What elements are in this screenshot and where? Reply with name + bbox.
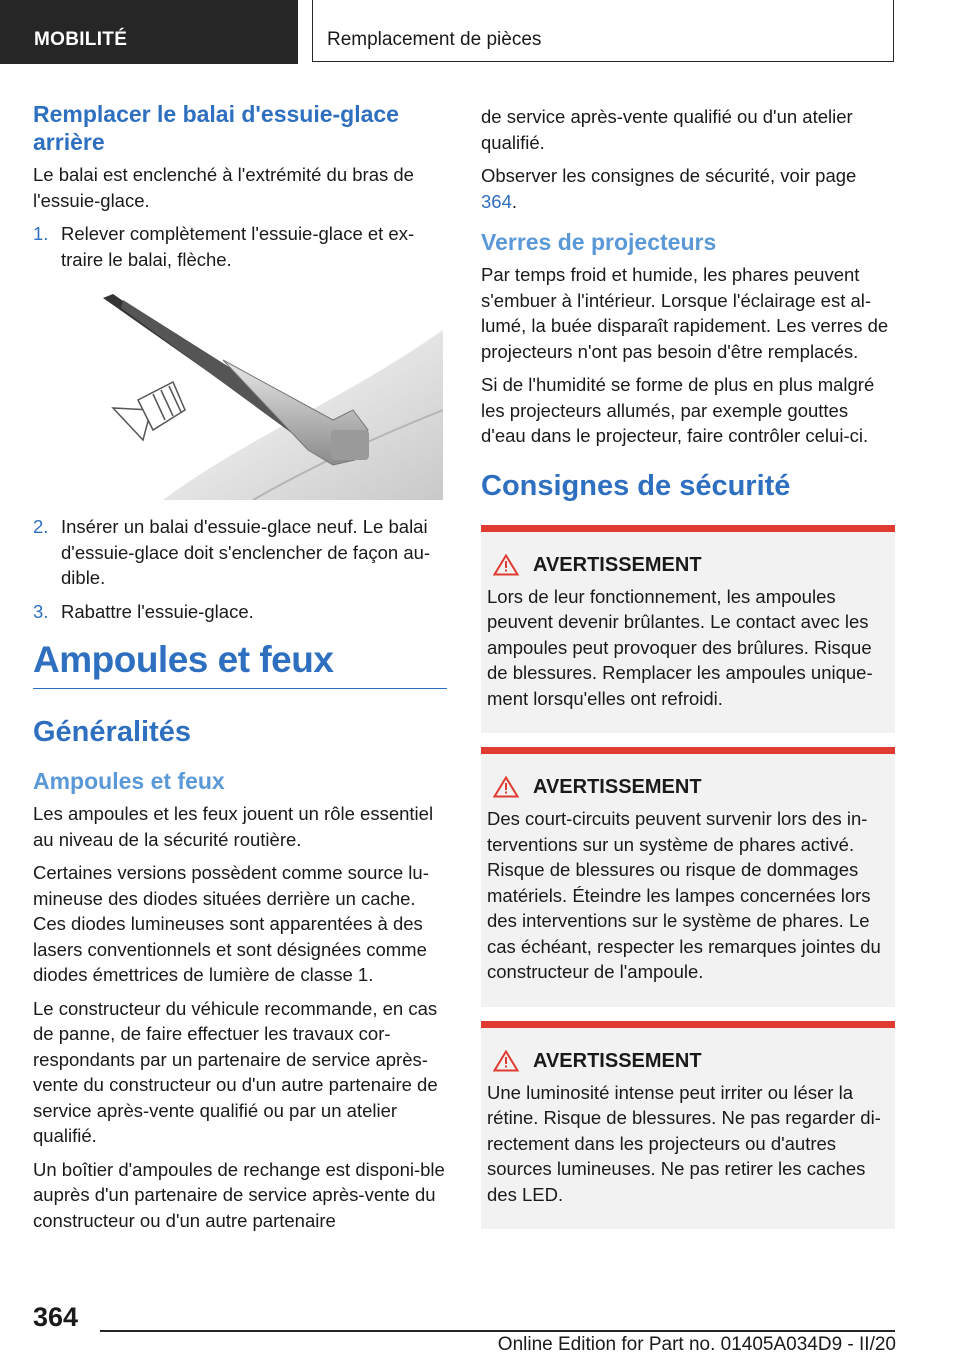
heading-safety: Consignes de sécurité	[481, 469, 791, 502]
warning-text: Lors de leur fonctionnement, les ampoules peuvent devenir brûlantes. Le contact avec les ampoules peut provoquer des brûlures. Risque de blessures. Remplacer les ampoules unique-ment lorsqu'elles ont refroidi.	[487, 585, 873, 709]
right-column	[481, 104, 895, 1243]
warning-triangle-icon	[493, 554, 519, 576]
safety-ref-paragraph	[481, 163, 895, 214]
heading-general: Généralités	[33, 716, 191, 748]
heading-lamps-sub: Ampoules et feux	[33, 768, 225, 794]
left-column	[33, 100, 447, 1241]
paragraph: Certaines versions possèdent comme source lu-mineuse des diodes situées derrière un cache. Ces diodes lumineuses sont apparentées à des lasers conventionnels et sont désignées comme diodes émettrices de lumière de classe 1.	[33, 862, 429, 985]
step-item	[33, 599, 447, 625]
warning-title-text: AVERTISSEMENT	[533, 553, 702, 576]
warning-triangle-icon	[493, 1050, 519, 1072]
warning-text: Des court-circuits peuvent survenir lors des in-terventions sur un système de phares activé. Risque de blessures ou risque de dommages matériels. Éteindre les lampes concernées lors des interventions sur le système de phares. Le cas échéant, respecter les remarques jointes du constructeur de l'ampoule.	[487, 808, 881, 982]
wiper-illustration	[93, 290, 443, 500]
header-chapter: Remplacement de pièces	[327, 29, 542, 50]
rear-wiper-intro: Le balai est enclenché à l'extrémité du bras de l'essuie-glace.	[33, 164, 414, 211]
paragraph: Par temps froid et humide, les phares peuvent s'embuer à l'intérieur. Lorsque l'éclairage est al-lumé, la buée disparaît rapidement. Les verres de projecteurs n'ont pas besoin d'être remplacés.	[481, 264, 889, 362]
step-text: Relever complètement l'essuie-glace et ex-traire le balai, flèche.	[61, 223, 415, 270]
warning-title-text: AVERTISSEMENT	[533, 776, 702, 798]
warning-triangle-icon	[493, 776, 519, 798]
step-number: 3.	[33, 600, 49, 622]
steps-list-a	[33, 221, 447, 272]
warning-box	[481, 525, 895, 734]
paragraph: Les ampoules et les feux jouent un rôle essentiel au niveau de la sécurité routière.	[33, 803, 434, 850]
wiper-figure-svg	[93, 290, 443, 500]
step-text: Rabattre l'essuie-glace.	[61, 600, 254, 622]
safety-ref-text: Observer les consignes de sécurité, voir page	[481, 165, 857, 186]
paragraph: de service après-vente qualifié ou d'un atelier qualifié.	[481, 106, 853, 153]
heading-lenses: Verres de projecteurs	[481, 229, 717, 255]
warning-box	[481, 747, 895, 1007]
warning-title	[487, 774, 887, 800]
paragraph: Si de l'humidité se forme de plus en plus malgré les projecteurs allumés, par exemple gouttes d'eau dans le projecteur, faire contrôler celui-ci.	[481, 374, 875, 446]
paragraph: Un boîtier d'ampoules de rechange est disponi-ble auprès d'un partenaire de service après-vente du constructeur ou d'un autre partenaire	[33, 1158, 445, 1231]
footer-edition: Online Edition for Part no. 01405A034D9 - II/20	[497, 1334, 896, 1355]
page-link[interactable]: 364	[481, 190, 512, 212]
footer-rule	[100, 1330, 895, 1332]
warning-box	[481, 1021, 895, 1230]
safety-ref-end: .	[511, 190, 518, 212]
header-section-tab	[0, 0, 298, 64]
warning-text: Une luminosité intense peut irriter ou léser la rétine. Risque de blessures. Ne pas regarder di-rectement dans les projecteurs ou d'autres sources lumineuses. Ne pas retirer les caches des LED.	[487, 1081, 881, 1205]
paragraph: Le constructeur du véhicule recommande, en cas de panne, de faire effectuer les travaux cor-respondants par un partenaire de service après-vente du constructeur ou d'un autre partenaire de service après-vente qualifié ou par un atelier qualifié.	[33, 997, 438, 1146]
step-number: 2.	[33, 516, 49, 537]
header-chapter-tab	[312, 0, 894, 62]
warning-title	[487, 552, 887, 578]
heading-lamps: Ampoules et feux	[33, 639, 334, 680]
step-number: 1.	[33, 223, 49, 244]
step-item	[33, 221, 447, 272]
step-item	[33, 514, 447, 591]
section-title-wrap	[33, 638, 447, 689]
page-number: 364	[33, 1302, 79, 1332]
warning-title	[487, 1048, 887, 1074]
warning-title-text: AVERTISSEMENT	[533, 1049, 702, 1072]
step-text: Insérer un balai d'essuie-glace neuf. Le balai d'essuie-glace doit s'enclencher de façon au-dible.	[61, 516, 431, 588]
header-section: MOBILITÉ	[34, 29, 128, 50]
steps-list-b	[33, 514, 447, 624]
heading-rear-wiper: Remplacer le balai d'essuie-glace arrière	[33, 101, 399, 155]
